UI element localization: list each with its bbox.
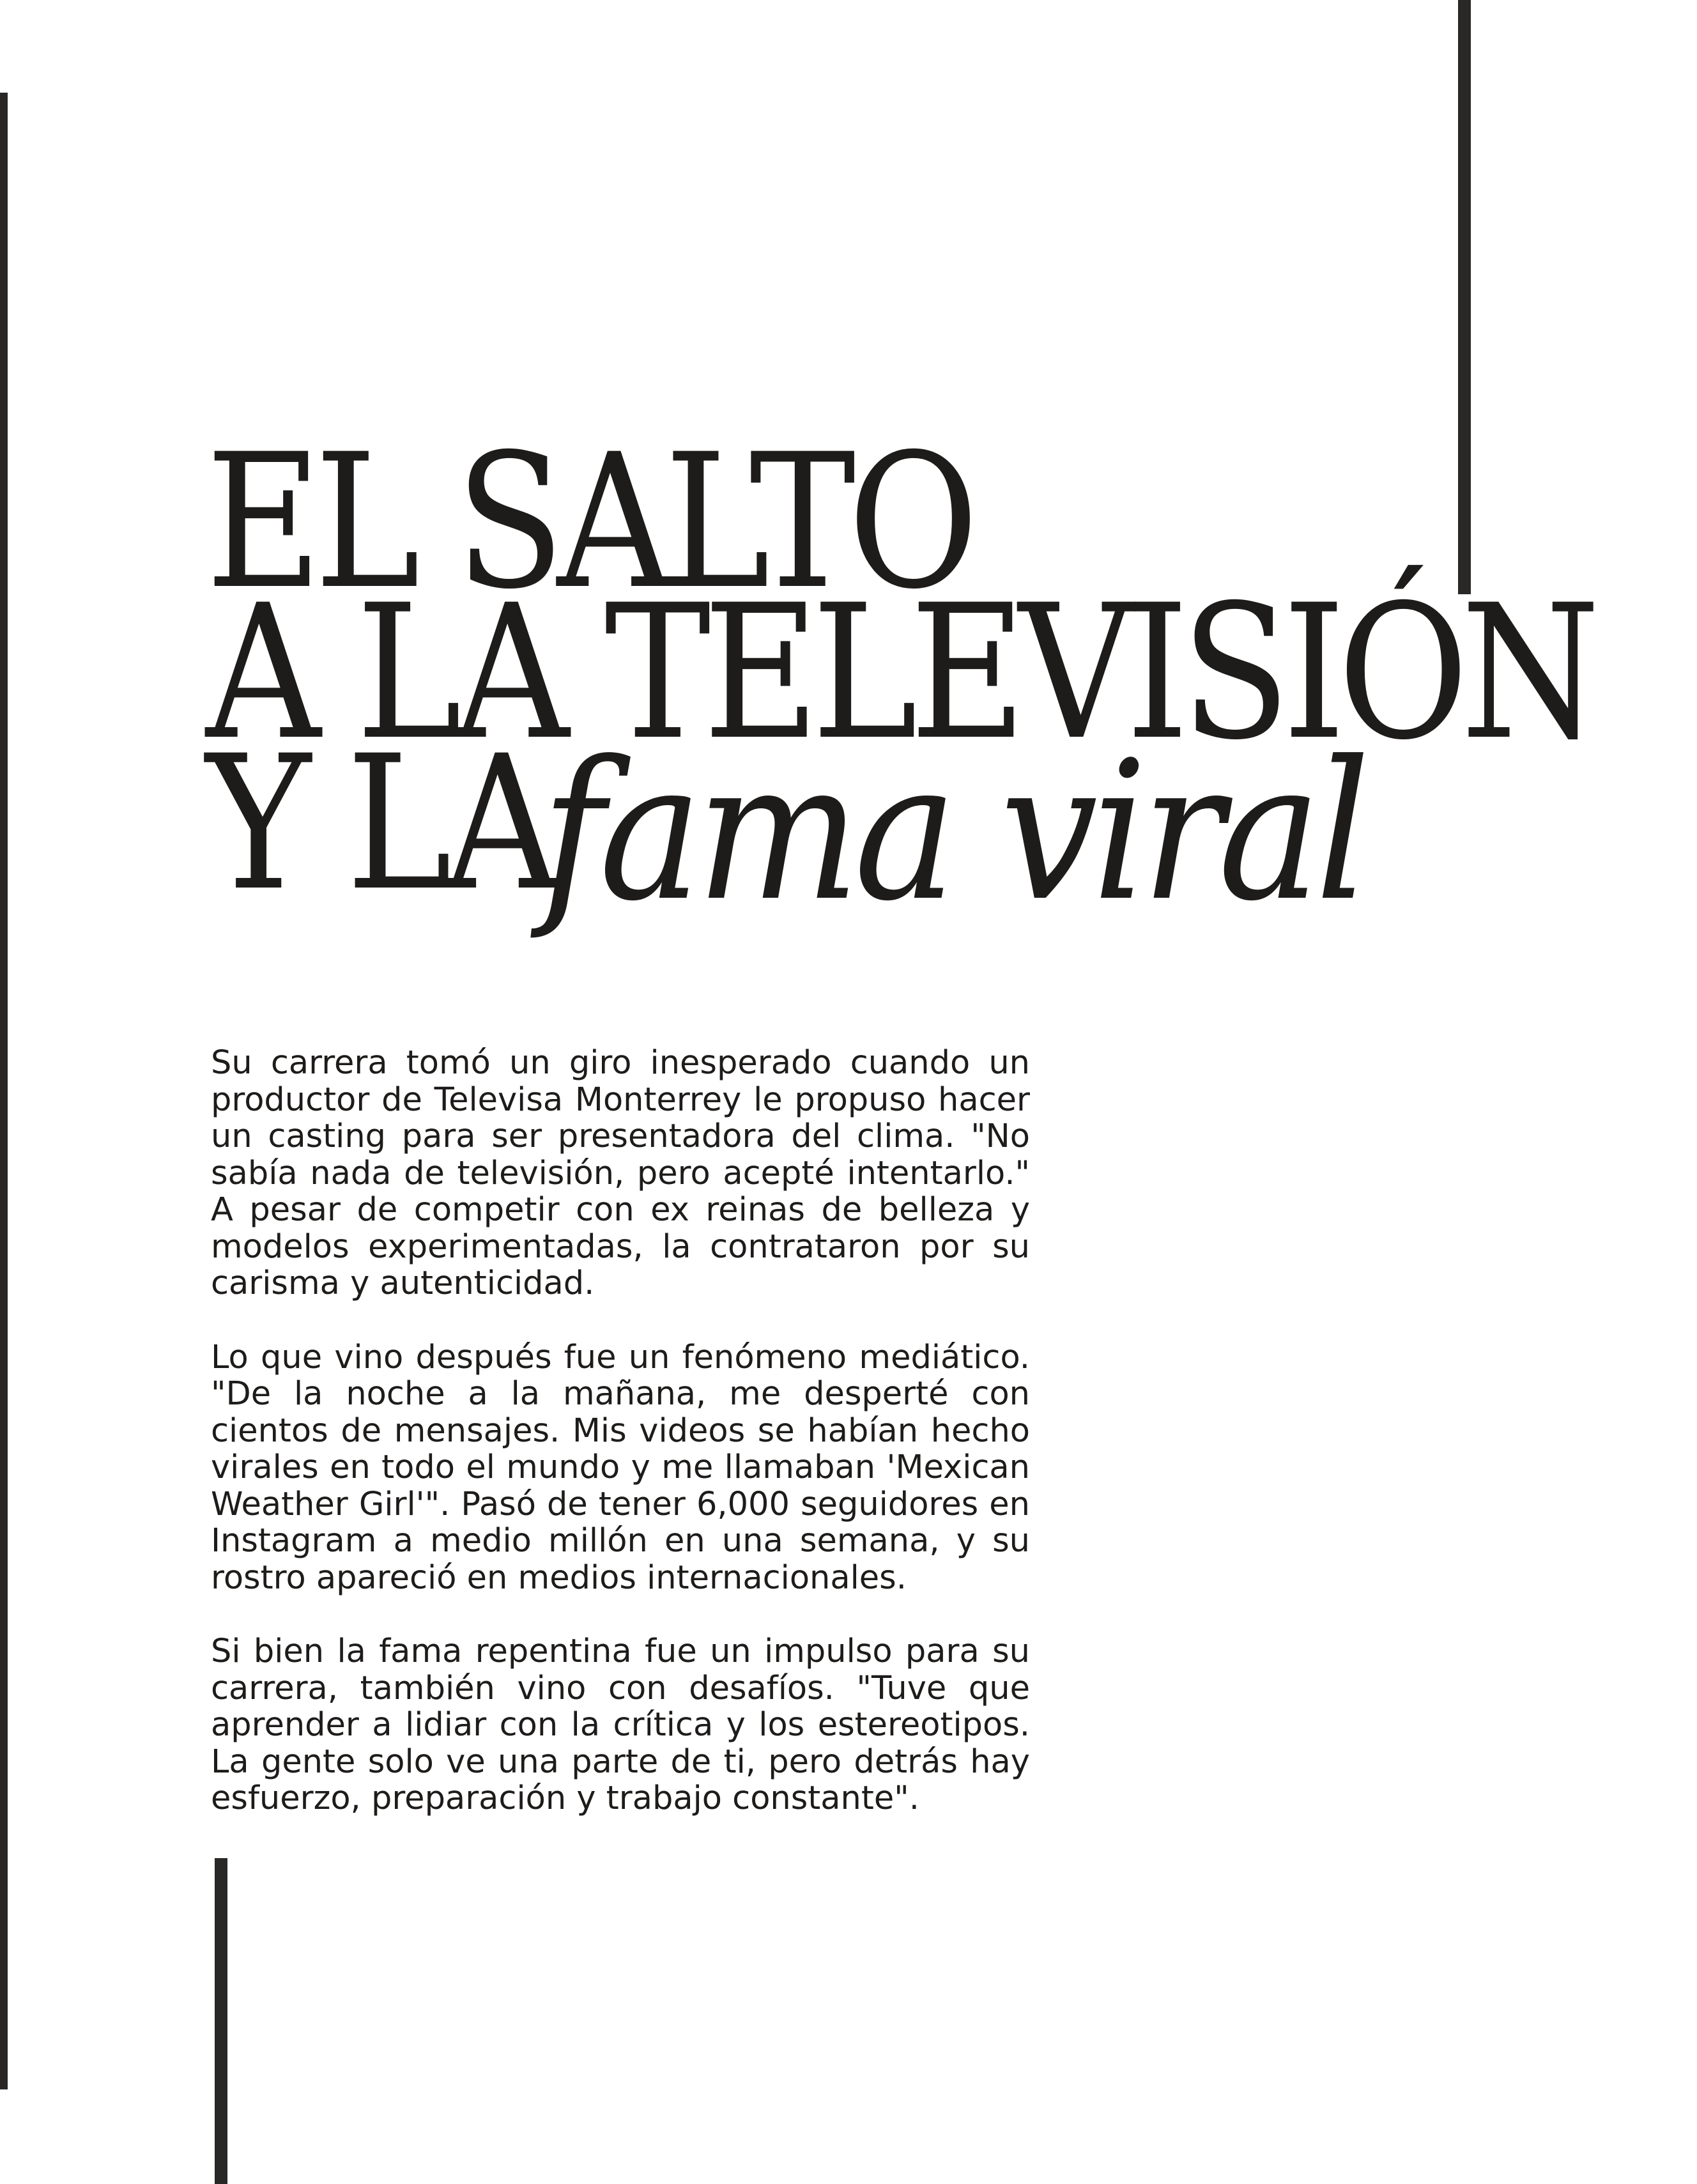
decorative-vertical-rule-bottom-left <box>215 1858 227 2184</box>
body-paragraph-1: Su carrera tomó un giro inesperado cuando un productor de Televisa Monterrey le propuso hacer un casting para ser presentadora del clima. "No sabía nada de televisión, pero acepté intentarlo." A pesar de competir con ex reinas de belleza y modelos experimentadas, la contrataron por su carisma y autenticidad. <box>211 1044 1030 1302</box>
headline-line-3-caps: Y LA <box>206 716 552 932</box>
headline-line-2: A LA TELEVISIÓN <box>206 565 1593 781</box>
body-paragraph-2: Lo que vino después fue un fenómeno mediático. "De la noche a la mañana, me desperté con cientos de mensajes. Mis videos se habían hecho virales en todo el mundo y me llamaban 'Mexican Weather Girl'". Pasó de tener 6,000 seguidores en Instagram a medio millón en una semana, y su rostro apareció en medios internacionales. <box>211 1338 1030 1597</box>
headline-line-3 <box>206 716 1484 956</box>
headline-line-1: EL SALTO <box>206 415 971 630</box>
headline-italic-accent: fama viral <box>541 720 1365 943</box>
body-paragraph-3: Si bien la fama repentina fue un impulso para su carrera, también vino con desafíos. "Tuve que aprender a lidiar con la crítica y los estereotipos. La gente solo ve una parte de ti, pero detrás hay esfuerzo, preparación y trabajo constante". <box>211 1633 1030 1817</box>
article-body <box>211 1045 1030 1854</box>
left-edge-bar <box>0 93 8 2089</box>
article-headline <box>206 415 1593 956</box>
